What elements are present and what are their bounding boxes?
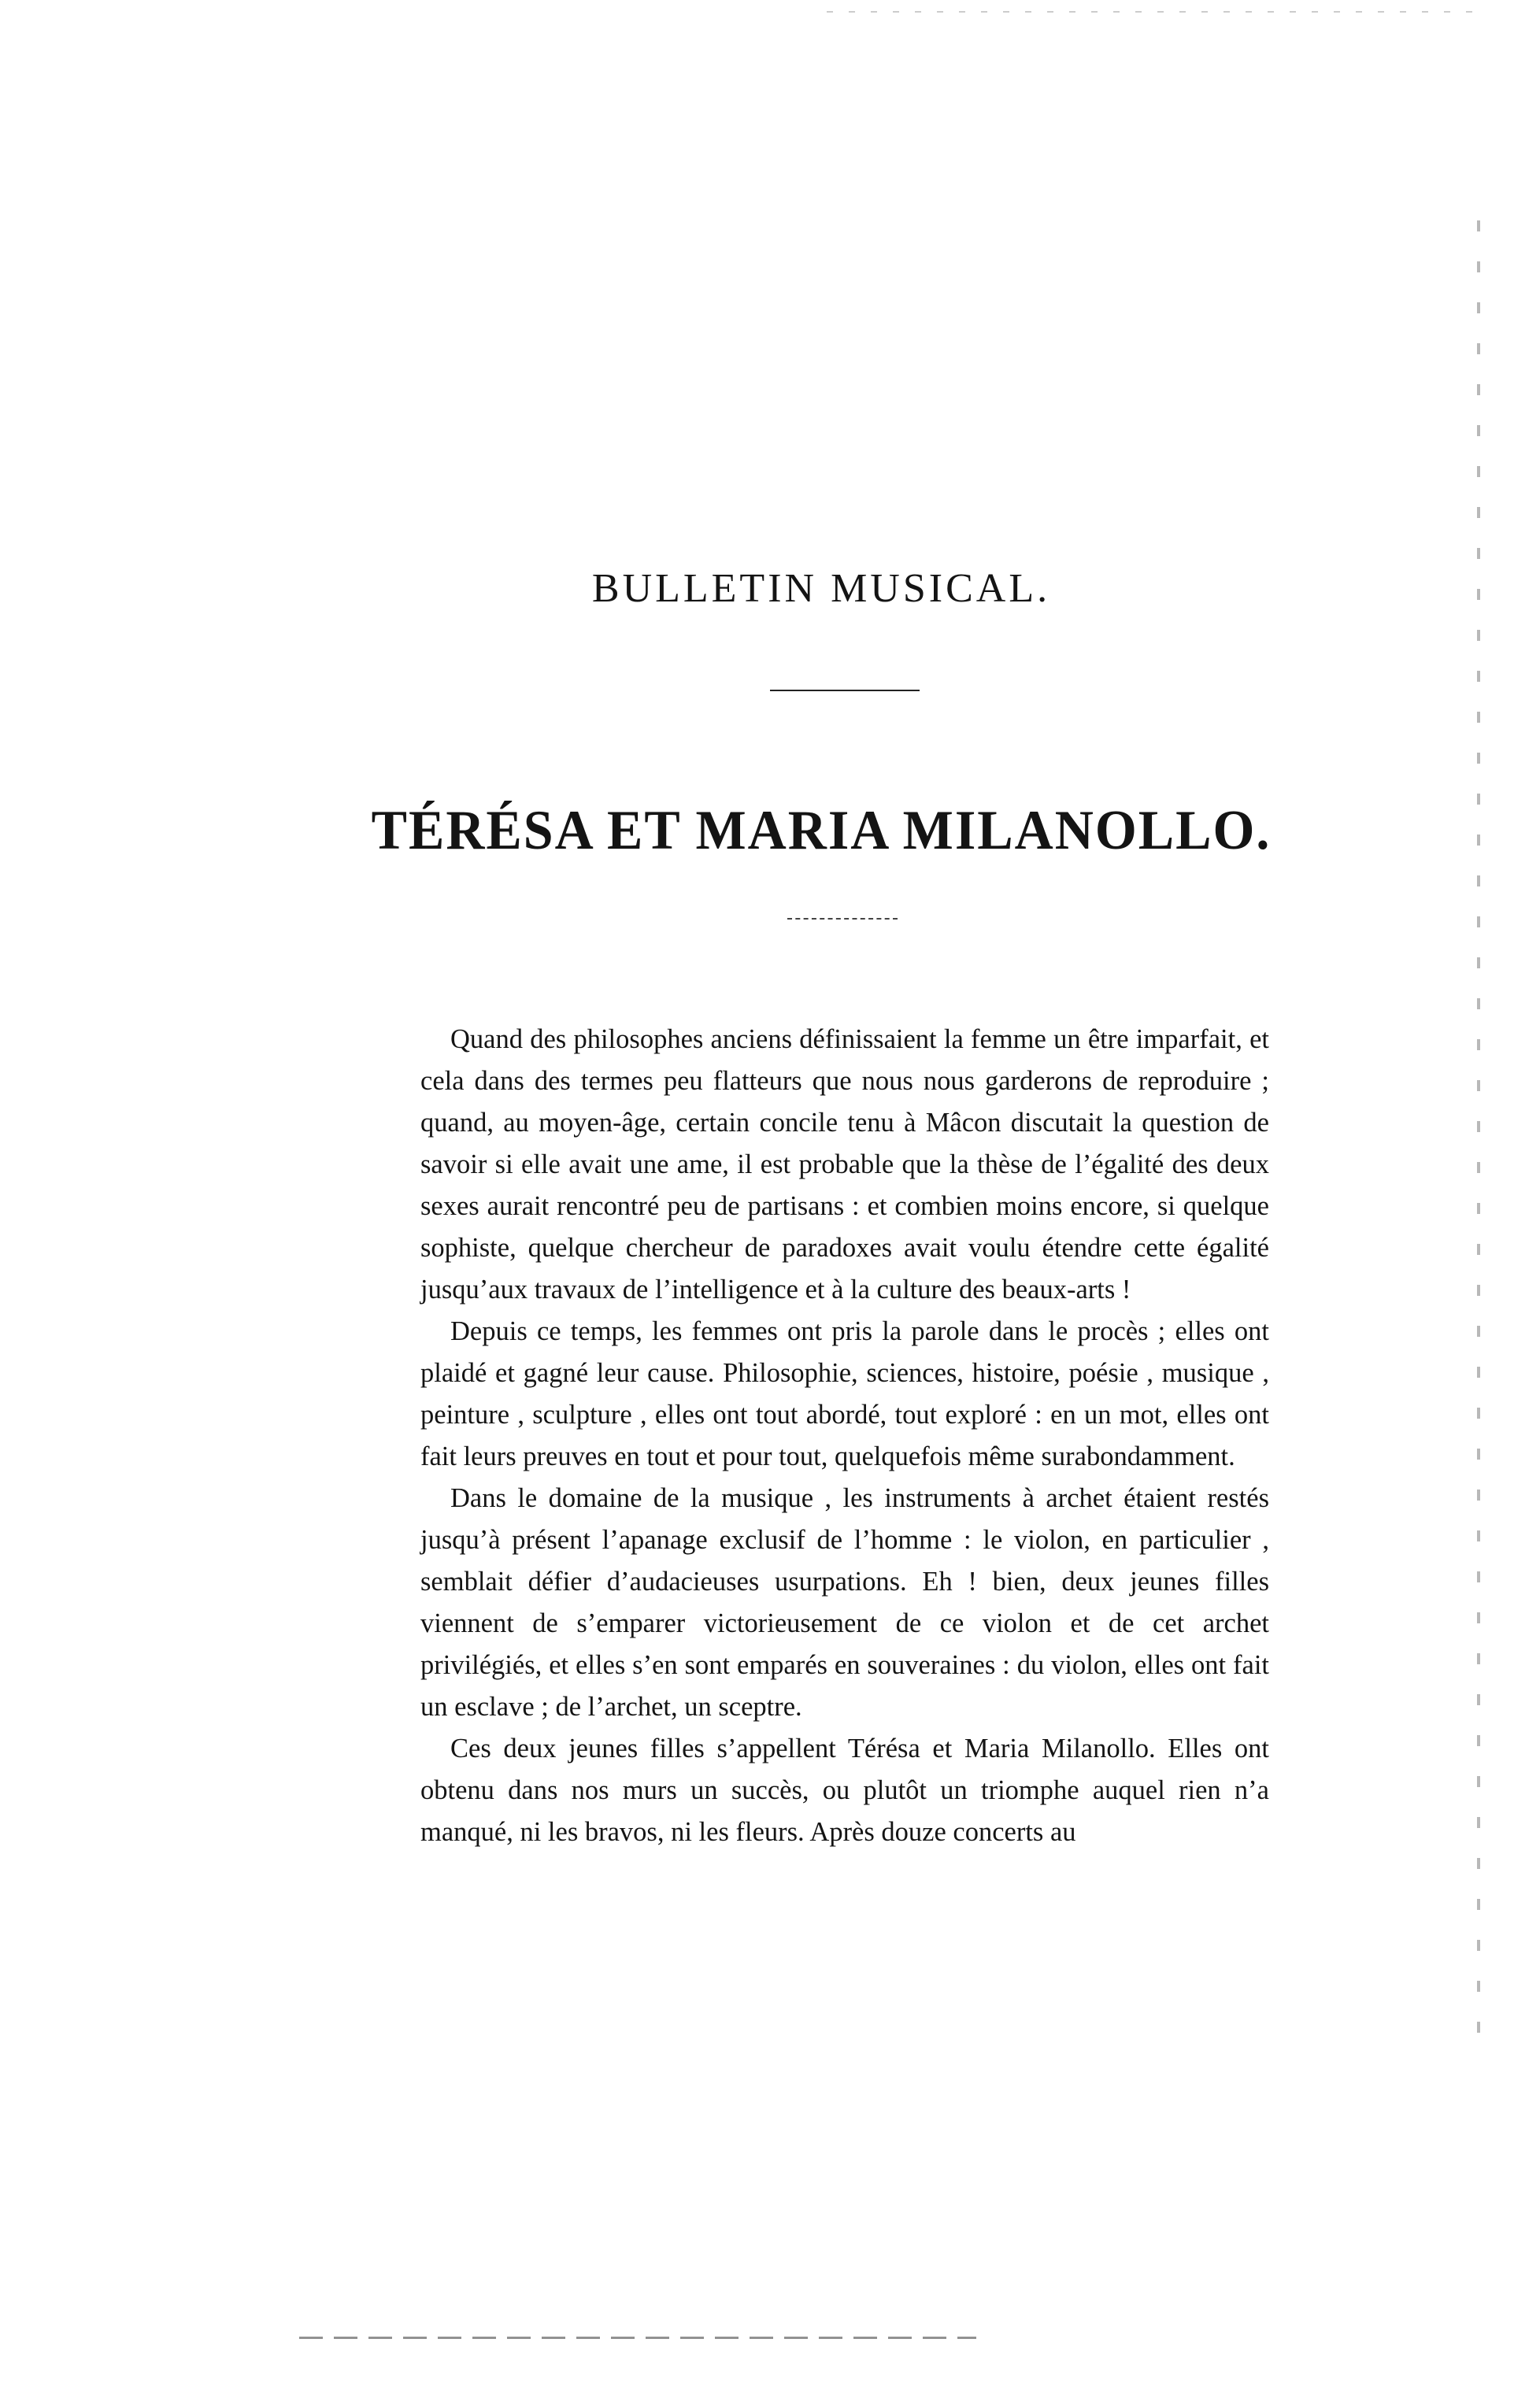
paragraph-1: Quand des philosophes anciens définissaient la femme un être imparfait, et cela dans des termes peu flatteurs que nous nous garderons de reproduire ; quand, au moyen-âge, certain concile tenu à Mâcon discutait la question de savoir si elle avait une ame, il est probable que la thèse de l’égalité des deux sexes aurait rencontré peu de partisans : et combien moins encore, si quelque sophiste, quelque chercheur de paradoxes avait voulu étendre cette égalité jusqu’aux travaux de l’intelligence et à la culture des beaux-arts ! xyxy=(420,1024,1269,1305)
paragraph-3: Dans le domaine de la musique , les instruments à archet étaient restés jusqu’à présent l’apanage exclusif de l’homme : le violon, en particulier , semblait défier d’audacieuses usurpations. Eh ! bien, deux jeunes filles viennent de s’emparer victorieusement de ce violon et de cet archet privilégiés, et elles s’en sont emparés en souveraines : du violon, elles ont fait un esclave ; de l’archet, un sceptre. xyxy=(420,1483,1269,1722)
title-divider-rule xyxy=(770,690,920,691)
paragraph-2: Depuis ce temps, les femmes ont pris la parole dans le procès ; elles ont plaidé et gagné leur cause. Philosophie, sciences, histoire, poésie , musique , peinture , sculpture , elles ont tout abordé, tout exploré : en un mot, elles ont fait leurs preuves en tout et pour tout, quelquefois même surabondamment. xyxy=(420,1316,1269,1471)
scan-artifact-top xyxy=(827,11,1472,13)
section-title: BULLETIN MUSICAL. xyxy=(591,566,1051,611)
article-title: TÉRÉSA ET MARIA MILANOLLO. xyxy=(371,798,1272,861)
scan-margin-marks xyxy=(1477,220,1480,2047)
scan-artifact-bottom xyxy=(299,2337,976,2339)
article-body xyxy=(420,1019,1269,1853)
paragraph-4: Ces deux jeunes filles s’appellent Térésa et Maria Milanollo. Elles ont obtenu dans nos murs un succès, ou plutôt un triomphe auquel rien n’a manqué, ni les bravos, ni les fleurs. Après douze concerts au xyxy=(420,1734,1269,1847)
article-divider-rule xyxy=(787,918,898,920)
